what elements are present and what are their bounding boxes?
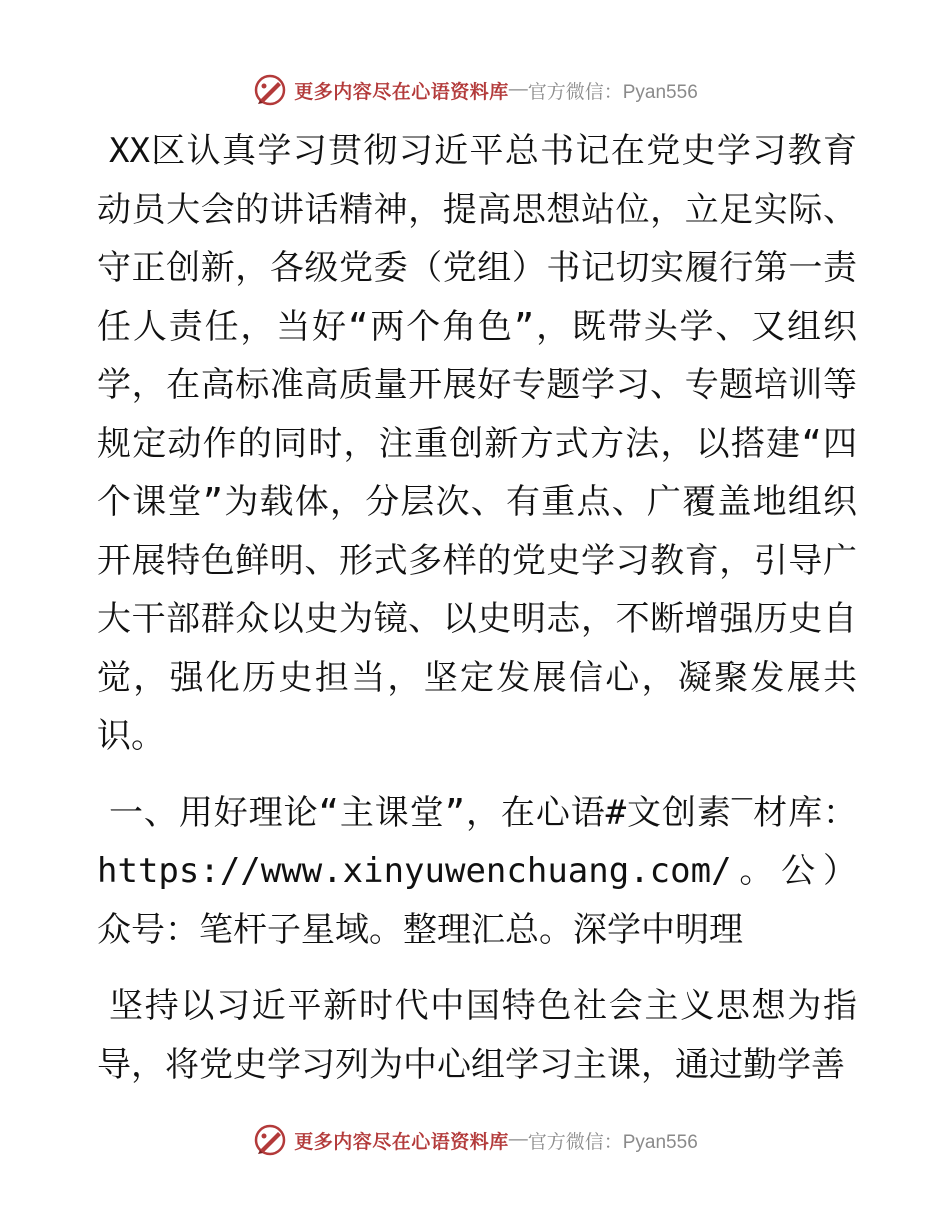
body-text <box>97 122 857 1094</box>
watermark-sep: — <box>508 1129 528 1150</box>
paragraph-intro: XX区认真学习贯彻习近平总书记在党史学习教育动员大会的讲话精神，提高思想站位，立足实际、守正创新，各级党委（党组）书记切实履行第一责任人责任，当好“两个角色”，既带头学、又组织学，在高标准高质量开展好专题学习、专题培训等规定动作的同时，注重创新方式方法，以搭建“四个课堂”为载体，分层次、有重点、广覆盖地组织开展特色鲜明、形式多样的党史学习教育，引导广大干部群众以史为镜、以史明志，不断增强历史自觉，强化历史担当，坚定发展信心，凝聚发展共识。 <box>97 131 857 756</box>
pen-logo-icon <box>252 1122 288 1158</box>
watermark-brand: 更多内容尽在心语资料库 <box>294 80 509 103</box>
watermark-official: 官方微信：Pyan556 <box>527 81 698 103</box>
watermark-brand: 更多内容尽在心语资料库 <box>294 1130 509 1153</box>
paragraph-section-body: 坚持以习近平新时代中国特色社会主义思想为指导，将党史学习列为中心组学习主课，通过勤学善 <box>97 986 857 1085</box>
footer-watermark <box>0 1120 950 1160</box>
pen-logo-icon <box>252 72 288 108</box>
paragraph-section-heading: 一、用好理论“主课堂”，在心语#文创素‾材库：https://www.xinyuwenchuang.com/。公）众号：笔杆子星域。整理汇总。深学中明理 <box>97 792 857 950</box>
watermark-official: 官方微信：Pyan556 <box>527 1131 698 1153</box>
header-watermark <box>0 70 950 110</box>
watermark-sep: — <box>508 79 528 100</box>
